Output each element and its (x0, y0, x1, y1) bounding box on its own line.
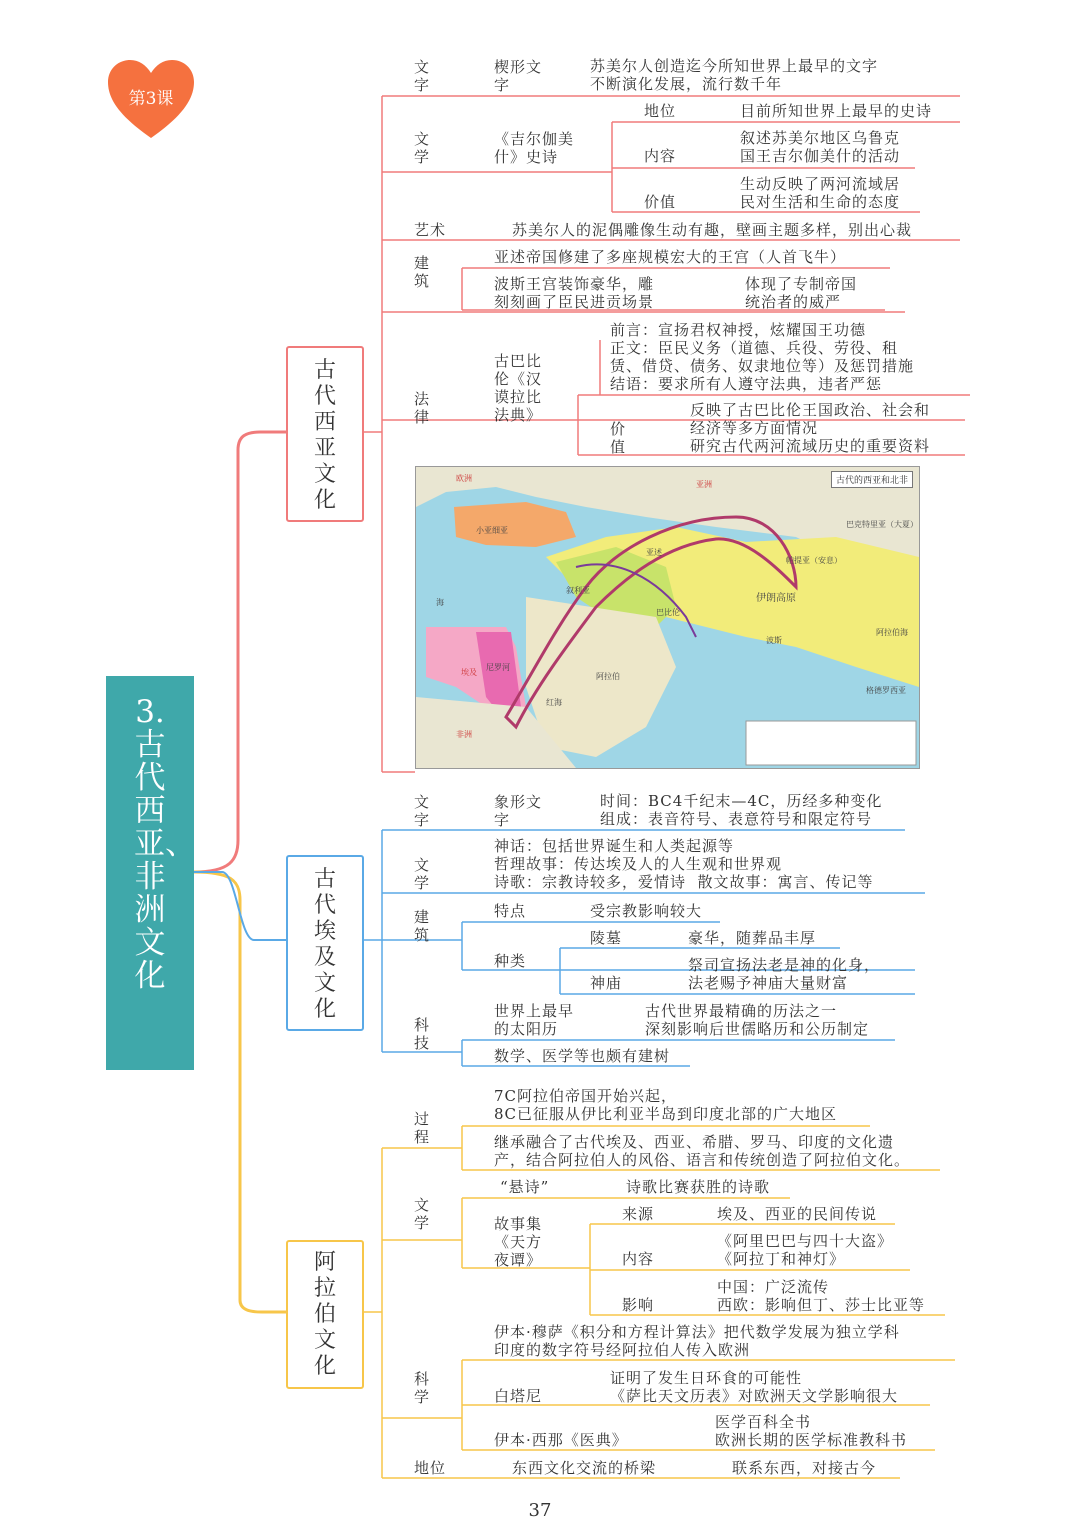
ar-kx-ys: 伊本·西那《医典》 (494, 1431, 628, 1449)
lesson-title-box (106, 676, 194, 1070)
wa-jianzhu-p2: 刻刻画了臣民进贡场景 (494, 293, 655, 311)
ar-kx-bt1: 证明了发生日环食的可能性 (610, 1369, 803, 1387)
label-eg-jianzhu: 建筑 (414, 908, 431, 944)
wa-falv-value-label: 价值 (610, 420, 627, 456)
eg-wenxue-l3: 诗歌：宗教诗较多，爱情诗 散文故事：寓言、传记等 (494, 873, 874, 891)
wa-falv-l1: 前言：宣扬君权神授，炫耀国王功德 (610, 321, 867, 339)
map-label-arabia: 阿拉伯 (596, 672, 620, 681)
ar-kx-m1: 伊本·穆萨《积分和方程计算法》把代数学发展为独立学科 (494, 1323, 900, 1341)
wa-yishu-d: 苏美尔人的泥偶雕像生动有趣，壁画主题多样，别出心裁 (512, 221, 913, 239)
map-label-assyria: 亚述 (646, 548, 662, 557)
section-egypt-title: 古代埃及文化 (314, 867, 337, 1022)
lesson-title: 3.古代西亚、非洲文化 (134, 694, 196, 994)
map-title: 古代的西亚和北非 (831, 471, 913, 488)
label-ar-kexue: 科学 (414, 1370, 431, 1406)
ar-gc-a2: 8C已征服从伊比利亚半岛到印度北部的广大地区 (494, 1105, 838, 1123)
eg-wenzi-sub: 象形文字 (494, 793, 543, 829)
section-egypt (286, 855, 364, 1031)
wa-wenxue-content-label: 内容 (644, 147, 677, 165)
eg-keji-d2: 深刻影响后世儒略历和公历制定 (645, 1020, 870, 1038)
ar-wx-story: 故事集《天方夜谭》 (494, 1215, 543, 1269)
eg-wenzi-d1: 时间：BC4千纪末—4C，历经多种变化 (600, 792, 883, 810)
wa-falv-v3: 研究古代两河流域历史的重要资料 (690, 437, 931, 455)
wa-wenxue-v2: 民对生活和生命的态度 (740, 193, 901, 211)
ar-wx-poem-d: 诗歌比赛获胜的诗歌 (626, 1178, 771, 1196)
map-label-gedrosia: 格德罗西亚 (866, 686, 906, 695)
eg-jianzhu-temple-label: 神庙 (590, 974, 623, 992)
eg-keji-m: 数学、医学等也颇有建树 (494, 1047, 671, 1065)
wa-wenzi-d2: 不断演化发展，流行数千年 (590, 75, 783, 93)
eg-jianzhu-feat-label: 特点 (494, 902, 527, 920)
ar-wx-ct-label: 内容 (622, 1250, 655, 1268)
ar-gc-b2: 产，结合阿拉伯人的风俗、语言和传统创造了阿拉伯文化。 (494, 1151, 911, 1169)
ar-wx-ct1: 《阿里巴巴与四十大盗》 (717, 1232, 894, 1250)
ar-kx-m2: 印度的数字符号经阿拉伯人传入欧洲 (494, 1341, 751, 1359)
label-yishu: 艺术 (414, 221, 447, 239)
ar-gc-b1: 继承融合了古代埃及、西亚、希腊、罗马、印度的文化遗 (494, 1133, 895, 1151)
map-label-nile: 尼罗河 (486, 663, 510, 672)
label-ar-diwei: 地位 (414, 1459, 447, 1477)
eg-jianzhu-feat: 受宗教影响较大 (590, 902, 703, 920)
label-jianzhu: 建筑 (414, 254, 431, 290)
map-label-parthia: 帕提亚（安息） (786, 556, 842, 565)
wa-wenxue-v1: 生动反映了两河流域居 (740, 175, 901, 193)
wa-jianzhu-r2: 统治者的威严 (745, 293, 842, 311)
wa-falv-v1: 反映了古巴比伦王国政治、社会和 (690, 401, 931, 419)
ar-kx-bt: 白塔尼 (494, 1387, 543, 1405)
wa-wenxue-value-label: 价值 (644, 193, 677, 211)
section-west-asia (286, 346, 364, 522)
map-label-africa: 非洲 (456, 730, 472, 739)
ar-wx-ct2: 《阿拉丁和神灯》 (717, 1250, 846, 1268)
eg-jianzhu-kind-label: 种类 (494, 952, 527, 970)
wa-wenxue-sub: 《吉尔伽美什》史诗 (494, 130, 575, 166)
map-label-egypt: 埃及 (461, 668, 477, 677)
eg-keji-d1: 古代世界最精确的历法之一 (645, 1002, 838, 1020)
ar-wx-inf1: 中国：广泛流传 (717, 1278, 830, 1296)
wa-falv-l3: 赁、借贷、债务、奴隶地位等）及惩罚措施 (610, 357, 915, 375)
page-number: 37 (528, 1500, 552, 1521)
ar-kx-ys1: 医学百科全书 (715, 1413, 812, 1431)
label-wenxue: 文学 (414, 130, 431, 166)
eg-wenxue-l2: 哲理故事：传达埃及人的人生观和世界观 (494, 855, 783, 873)
label-falv: 法律 (414, 390, 431, 426)
map-label-persia: 波斯 (766, 636, 782, 645)
wa-jianzhu-r1: 体现了专制帝国 (745, 275, 858, 293)
map-label-asia-minor: 小亚细亚 (476, 526, 508, 535)
wa-wenxue-c1: 叙述苏美尔地区乌鲁克 (740, 129, 901, 147)
map-label-sea: 海 (436, 598, 444, 607)
label-ar-guocheng: 过程 (414, 1110, 431, 1146)
eg-wenzi-d2: 组成：表音符号、表意符号和限定符号 (600, 810, 873, 828)
map-label-babylon: 巴比伦 (656, 608, 680, 617)
ar-wx-inf2: 西欧：影响但丁、莎士比亚等 (717, 1296, 926, 1314)
label-eg-wenxue: 文学 (414, 856, 431, 892)
eg-keji-s2: 的太阳历 (494, 1020, 559, 1038)
ar-wx-poem: “悬诗” (500, 1178, 550, 1196)
map-label-bactria: 巴克特里亚（大夏） (846, 520, 918, 529)
label-wenzi: 文字 (414, 58, 431, 94)
wa-wenxue-c2: 国王吉尔伽美什的活动 (740, 147, 901, 165)
section-west-asia-title: 古代西亚文化 (314, 358, 337, 513)
ar-wx-src: 埃及、西亚的民间传说 (717, 1205, 878, 1223)
wa-falv-sub: 古巴比伦《汉谟拉比法典》 (494, 352, 543, 424)
wa-wenxue-pos: 目前所知世界上最早的史诗 (740, 102, 933, 120)
ar-wx-inf-label: 影响 (622, 1296, 655, 1314)
map-label-europe: 欧洲 (456, 474, 472, 483)
wa-falv-l4: 结语：要求所有人遵守法典，违者严惩 (610, 375, 883, 393)
eg-jianzhu-tomb-label: 陵墓 (590, 929, 623, 947)
label-ar-wenxue: 文学 (414, 1196, 431, 1232)
wa-wenzi-sub: 楔形文字 (494, 58, 543, 94)
ar-diwei-d: 东西文化交流的桥梁 (512, 1459, 657, 1477)
label-eg-wenzi: 文字 (414, 793, 431, 829)
ar-wx-src-label: 来源 (622, 1205, 655, 1223)
ar-gc-a1: 7C阿拉伯帝国开始兴起， (494, 1087, 678, 1105)
map-label-asia: 亚洲 (696, 480, 712, 489)
map-label-arabian-sea: 阿拉伯海 (876, 628, 908, 637)
lesson-badge: 第3课 (128, 89, 174, 109)
wa-wenzi-d1: 苏美尔人创造迄今所知世界上最早的文字 (590, 57, 879, 75)
map-label-syria: 叙利亚 (566, 586, 590, 595)
ar-kx-bt2: 《萨比天文历表》对欧洲天文学影响很大 (610, 1387, 899, 1405)
wa-falv-l2: 正文：臣民义务（道德、兵役、劳役、租 (610, 339, 899, 357)
wa-jianzhu-d: 亚述帝国修建了多座规模宏大的王宫（人首飞牛） (494, 248, 847, 266)
ar-kx-ys2: 欧洲长期的医学标准教科书 (715, 1431, 908, 1449)
eg-jianzhu-t2: 法老赐予神庙大量财富 (688, 974, 849, 992)
eg-wenxue-l1: 神话：包括世界诞生和人类起源等 (494, 837, 735, 855)
eg-keji-s1: 世界上最早 (494, 1002, 575, 1020)
wa-jianzhu-p1: 波斯王宫装饰豪华，雕 (494, 275, 655, 293)
eg-jianzhu-t1: 祭司宣扬法老是神的化身， (688, 956, 881, 974)
wa-wenxue-pos-label: 地位 (644, 102, 677, 120)
section-arab (286, 1240, 364, 1389)
map-west-asia-north-africa (415, 466, 920, 769)
wa-falv-v2: 经济等多方面情况 (690, 419, 819, 437)
ar-diwei-r: 联系东西，对接古今 (732, 1459, 877, 1477)
map-label-iran: 伊朗高原 (756, 593, 796, 604)
section-arab-title: 阿拉伯文化 (314, 1250, 337, 1379)
label-eg-keji: 科技 (414, 1016, 431, 1052)
eg-jianzhu-tomb: 豪华，随葬品丰厚 (688, 929, 817, 947)
map-label-red-sea: 红海 (546, 698, 562, 707)
